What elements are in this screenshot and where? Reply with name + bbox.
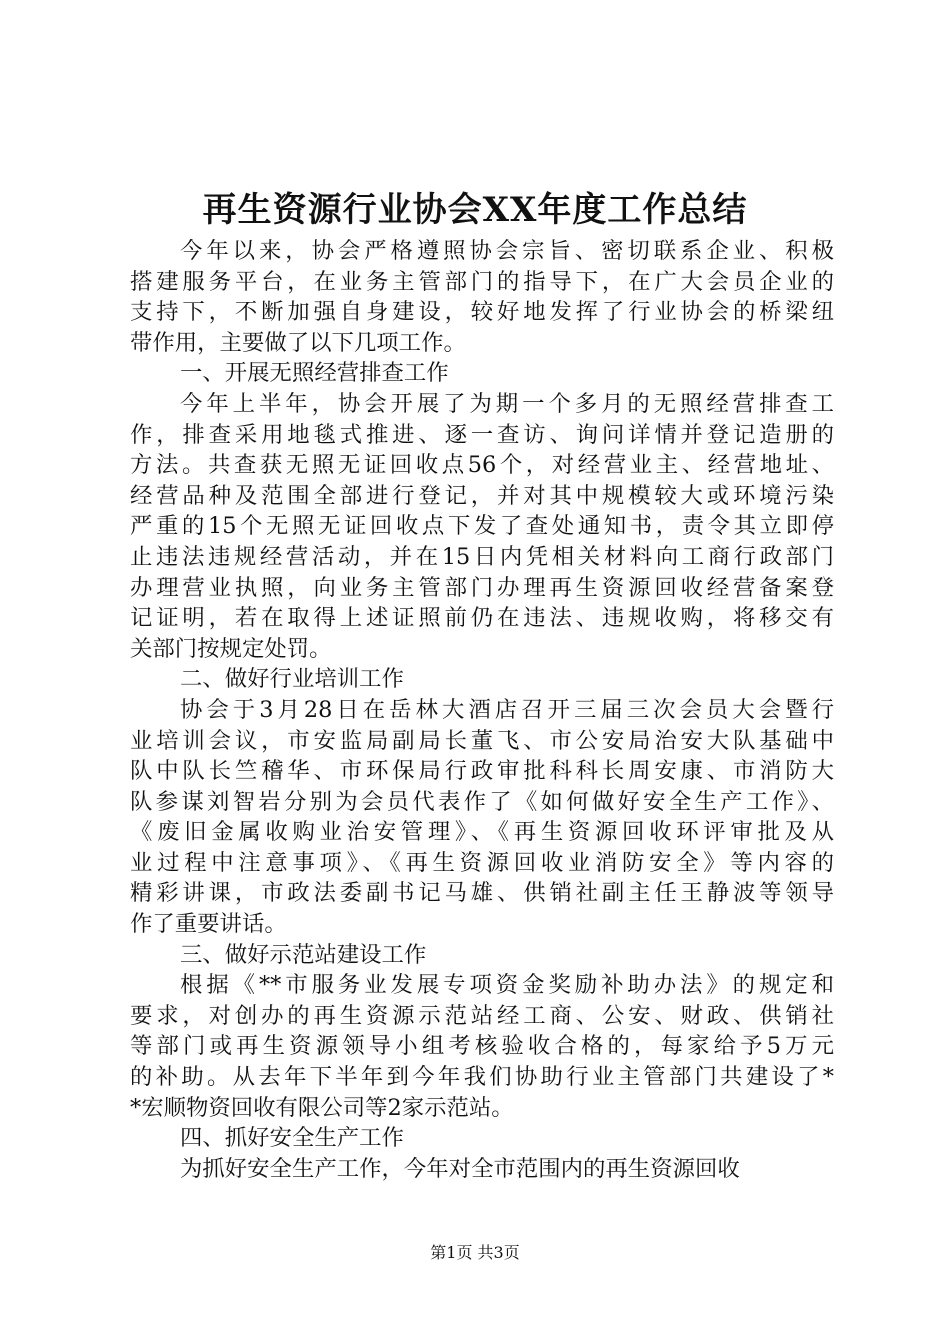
paragraph-line: 止违法违规经营活动，并在15日内凭相关材料向工商行政部门: [130, 543, 834, 570]
paragraph-line: 搭建服务平台，在业务主管部门的指导下，在广大会员企业的: [130, 268, 834, 295]
paragraph-line: 关部门按规定处罚。: [130, 635, 332, 662]
paragraph-line: 队中队长竺稽华、市环保局行政审批科科长周安康、市消防大: [130, 758, 834, 785]
paragraph-line: 作了重要讲话。: [130, 911, 287, 938]
paragraph-line: 等部门或再生资源领导小组考核验收合格的，每家给予5万元: [130, 1033, 834, 1060]
paragraph-line: 的补助。从去年下半年到今年我们协助行业主管部门共建设了*: [130, 1064, 834, 1091]
paragraph-line: 精彩讲课，市政法委副书记马雄、供销社副主任王静波等领导: [130, 880, 834, 907]
paragraph-line: 要求，对创办的再生资源示范站经工商、公安、财政、供销社: [130, 1002, 834, 1029]
paragraph-line: 根据《**市服务业发展专项资金奖励补助办法》的规定和: [180, 972, 834, 999]
section-heading: 三、做好示范站建设工作: [180, 941, 427, 968]
paragraph-line: 严重的15个无照无证回收点下发了查处通知书，责令其立即停: [130, 513, 834, 540]
paragraph-line: *宏顺物资回收有限公司等2家示范站。: [130, 1094, 514, 1121]
paragraph-line: 作，排查采用地毯式推进、逐一查访、询问详情并登记造册的: [130, 421, 834, 448]
paragraph-line: 队参谋刘智岩分别为会员代表作了《如何做好安全生产工作》、: [130, 788, 834, 815]
paragraph-line: 业过程中注意事项》、《再生资源回收业消防安全》等内容的: [130, 849, 834, 876]
paragraph-line: 今年以来，协会严格遵照协会宗旨、密切联系企业、积极: [180, 238, 834, 264]
paragraph-line: 带作用，主要做了以下几项工作。: [130, 329, 466, 356]
document-body: [130, 236, 834, 1184]
paragraph-line: 为抓好安全生产工作，今年对全市范围内的再生资源回收: [180, 1155, 740, 1182]
paragraph-line: 经营品种及范围全部进行登记，并对其中规模较大或环境污染: [130, 482, 834, 509]
document-title: 再生资源行业协会XX年度工作总结: [202, 190, 748, 230]
paragraph-line: 方法。共查获无照无证回收点56个，对经营业主、经营地址、: [130, 452, 834, 479]
paragraph-line: 记证明，若在取得上述证照前仍在违法、违规收购，将移交有: [130, 605, 834, 632]
section-heading: 一、开展无照经营排查工作: [180, 360, 449, 387]
section-heading: 四、抓好安全生产工作: [180, 1125, 404, 1152]
paragraph-line: 办理营业执照，向业务主管部门办理再生资源回收经营备案登: [130, 574, 834, 601]
paragraph-line: 业培训会议，市安监局副局长董飞、市公安局治安大队基础中: [130, 727, 834, 754]
paragraph-line: 今年上半年，协会开展了为期一个多月的无照经营排查工: [180, 390, 834, 417]
page-footer: 第1页 共3页: [430, 1243, 520, 1262]
paragraph-line: 支持下，不断加强自身建设，较好地发挥了行业协会的桥梁纽: [130, 299, 834, 326]
paragraph-line: 《废旧金属收购业治安管理》、《再生资源回收环评审批及从: [130, 819, 834, 846]
section-heading: 二、做好行业培训工作: [180, 666, 404, 693]
paragraph-line: 协会于3月28日在岳林大酒店召开三届三次会员大会暨行: [180, 696, 834, 723]
